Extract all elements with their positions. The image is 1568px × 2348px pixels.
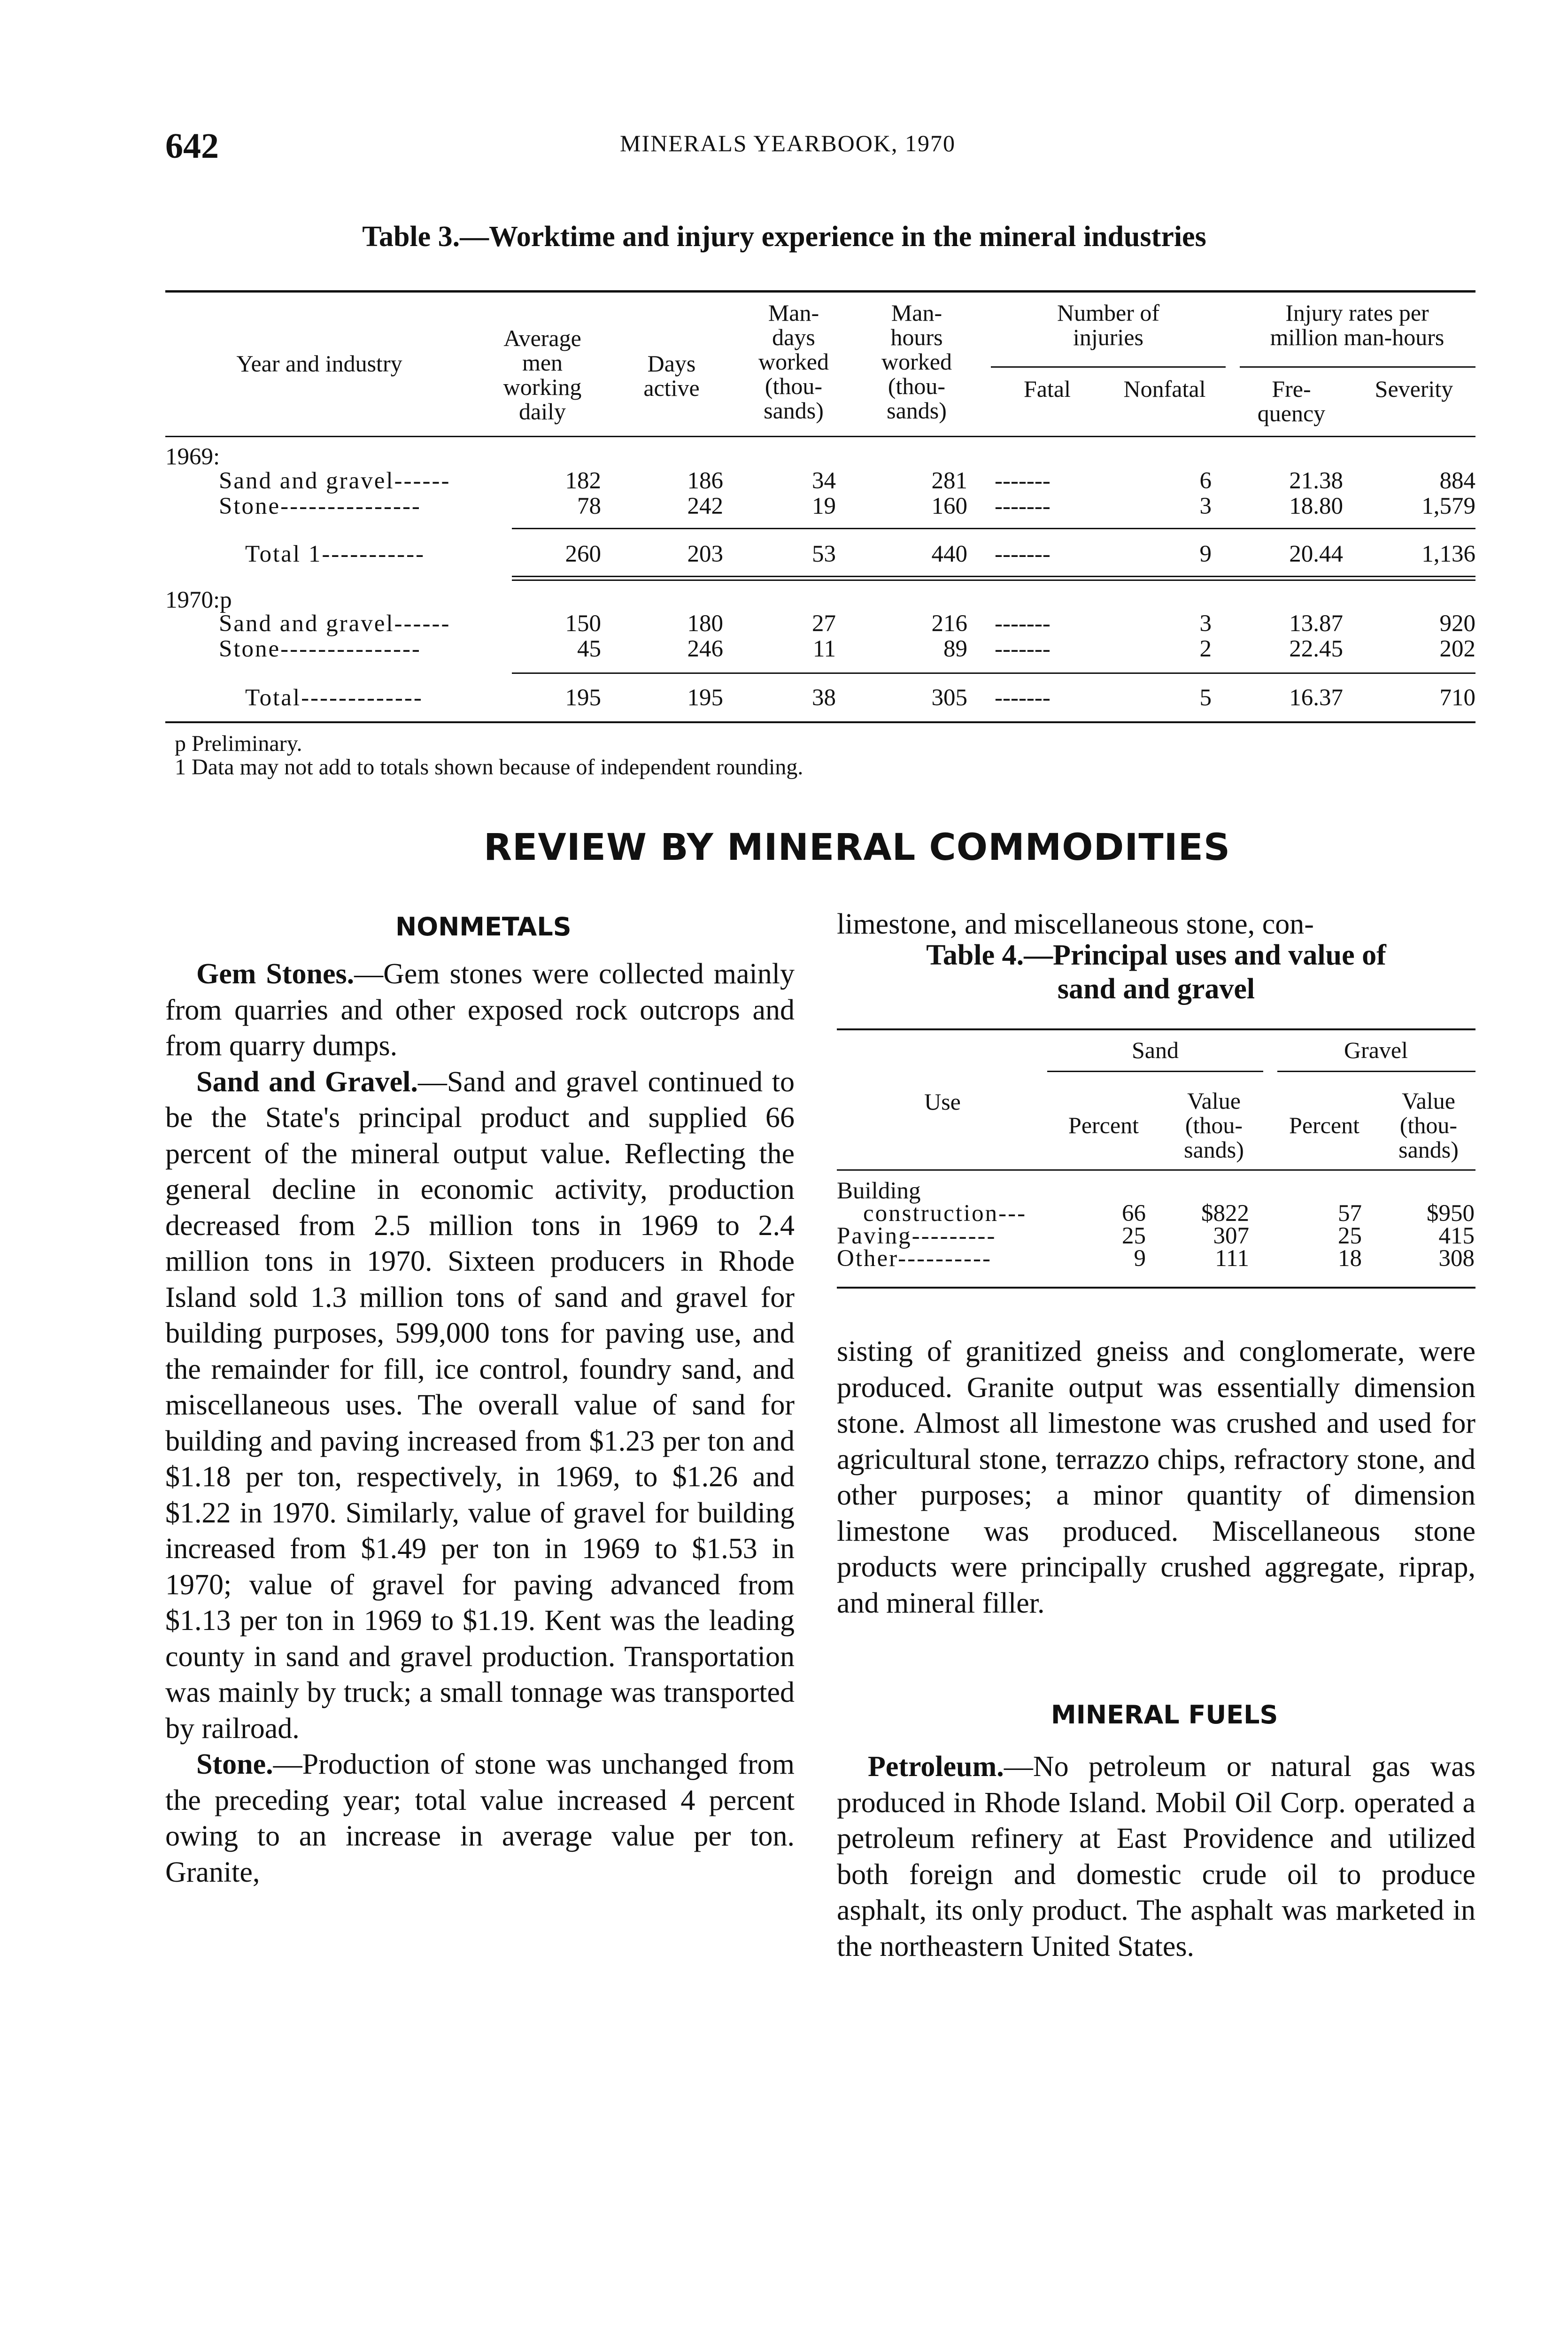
table4-bottom-rule [837, 1287, 1475, 1289]
table4-header-rule [837, 1169, 1475, 1171]
th-sand-rule [1047, 1071, 1263, 1072]
th-avg-men: Average men working daily [503, 325, 582, 425]
table4-caption: Table 4.—Principal uses and value of sand and gravel [926, 939, 1386, 1005]
th-gravel: Gravel [1344, 1037, 1408, 1063]
table3-footnote-1: 1 Data may not add to totals shown because of independent rounding. [175, 755, 803, 780]
th-year-industry: Year and industry [236, 350, 402, 377]
th-man-days: Man- days worked (thou- sands) [758, 300, 829, 424]
th-fatal: Fatal [1024, 376, 1071, 402]
right-cont-paragraph: sisting of granitized gneiss and conglomerate, were produced. Granite output was essentially dimension stone. Almost all limestone was crushed and used for agricultural stone, terrazzo chips, refractory stone, and other purposes; a minor quantity of dimension limestone was produced. Miscellaneous stone products were principally crushed aggregate, riprap, and mineral filler. [837, 1336, 1475, 1619]
table3-top-rule [165, 290, 1475, 293]
th-frequency: Fre- quency [1257, 376, 1326, 426]
th-days-active: Days active [643, 350, 700, 401]
mineral-fuels-heading: MINERAL FUELS [1051, 1700, 1278, 1730]
table4-top-rule [837, 1028, 1475, 1030]
group-label-1969: 1969: [165, 444, 220, 470]
page-number: 642 [165, 126, 219, 166]
left-column-text [165, 956, 795, 1890]
right-top-line: limestone, and miscellaneous stone, con- [837, 908, 1314, 940]
th-sand-percent: Percent [1068, 1112, 1139, 1138]
subtotal-rule-1969 [512, 528, 1475, 529]
t4-row-label-building: Building [837, 1178, 921, 1204]
stone-paragraph: Stone.—Production of stone was unchanged from the preceding year; total value increased 4 percent owing to an increase in average value per ton. Granite, [165, 1748, 795, 1888]
running-head: MINERALS YEARBOOK, 1970 [620, 130, 956, 156]
table3-caption: Table 3.—Worktime and injury experience in the mineral industries [362, 221, 1206, 253]
th-injury-rates: Injury rates per million man-hours [1270, 300, 1444, 350]
th-gravel-value: Value (thou- sands) [1398, 1088, 1459, 1163]
review-title: REVIEW BY MINERAL COMMODITIES [484, 826, 1231, 869]
th-rates-rule [1240, 366, 1475, 368]
table3-header-rule [165, 436, 1475, 437]
table3-footnote-p: p Preliminary. [175, 731, 302, 756]
nonmetals-heading: NONMETALS [395, 912, 572, 942]
subtotal-rule-1970 [512, 672, 1475, 674]
th-sand: Sand [1132, 1037, 1179, 1063]
group-label-1970: 1970:p [165, 587, 232, 613]
th-injuries-rule [991, 366, 1226, 368]
table3-bottom-rule [165, 721, 1475, 723]
total-rule-1969 [512, 576, 1475, 577]
sand-paragraph: Sand and Gravel.—Sand and gravel continued to be the State's principal product and supplied 66 percent of the mineral output value. Reflecting the general decline in economic activity, production decreased from 2.5 million tons in 1969 to 2.4 million tons in 1970. Sixteen producers in Rhode Island sold 1.3 million tons of sand and gravel for building purposes, 599,000 tons for paving use, and the remainder for fill, ice control, foundry sand, and miscellaneous uses. The overall value of sand for building and paving increased from $1.23 per ton and $1.18 per ton, respectively, in 1969, to $1.26 and $1.22 in 1970. Similarly, value of gravel for building increased from $1.49 per ton in 1969 to $1.53 in 1970; value of gravel for paving advanced from $1.13 per ton in 1969 to $1.19. Kent was the leading county in sand and gravel production. Transportation was mainly by truck; a small tonnage was transported by railroad. [165, 1066, 795, 1745]
th-severity: Severity [1375, 376, 1453, 402]
th-nonfatal: Nonfatal [1123, 376, 1206, 402]
total-double-rule-1969 [512, 579, 1475, 581]
th-num-injuries: Number of injuries [1057, 300, 1159, 350]
th-man-hours: Man- hours worked (thou- sands) [881, 300, 952, 424]
th-use: Use [924, 1089, 961, 1115]
gem-paragraph: Gem Stones.—Gem stones were collected mainly from quarries and other exposed rock outcrops and from quarry dumps. [165, 958, 795, 1062]
th-gravel-rule [1277, 1071, 1475, 1072]
th-gravel-percent: Percent [1289, 1112, 1359, 1138]
th-sand-value: Value (thou- sands) [1184, 1088, 1244, 1163]
petroleum-paragraph: Petroleum.—No petroleum or natural gas was produced in Rhode Island. Mobil Oil Corp. operated a petroleum refinery at East Providence and utilized both foreign and domestic crude oil to produce asphalt, its only product. The asphalt was marketed in the northeastern United States. [837, 1751, 1475, 1962]
